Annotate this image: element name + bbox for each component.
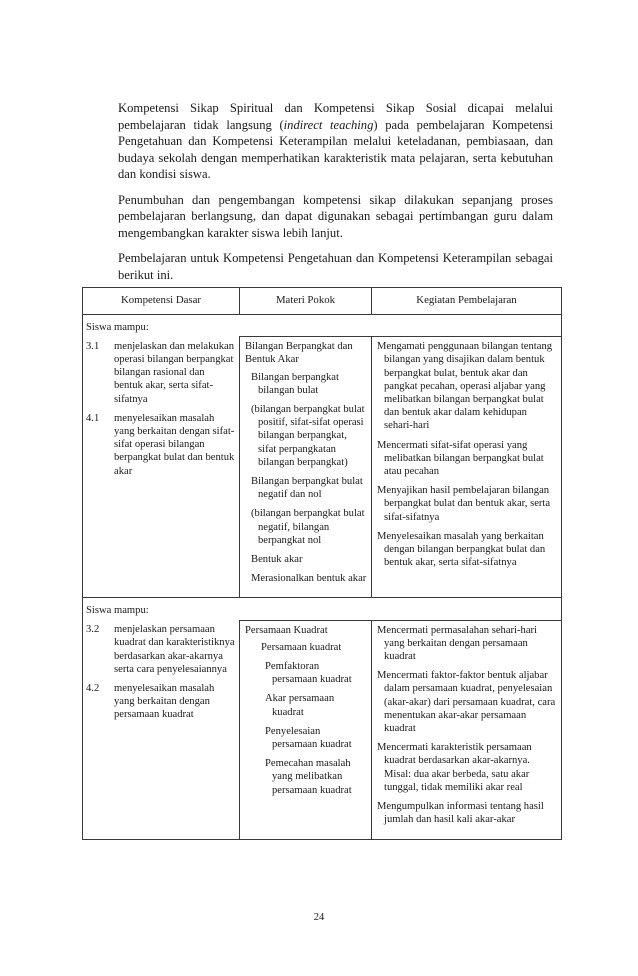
materi-item: (bilangan berpangkat bulat positif, sifat-sifat operasi bilangan berpangkat, sifat perpangkatan bilangan berpangkat): [251, 404, 365, 468]
header-materi-pokok: Materi Pokok: [240, 288, 372, 315]
kd-cell: [83, 620, 240, 839]
materi-item: Bilangan berpangkat bilangan bulat: [251, 371, 339, 396]
kd-cell: [83, 337, 240, 598]
materi-cell: [240, 337, 372, 598]
kegiatan-cell: [372, 620, 562, 839]
kd-text: menyelesaikan masalah yang berkaitan dengan sifat-sifat operasi bilangan berpangkat bulat dan bentuk akar: [114, 412, 235, 477]
kegiatan-item: Menyelesaikan masalah yang berkaitan dengan bilangan berpangkat bulat dan bentuk akar, serta sifat-sifatnya: [377, 530, 546, 569]
table-row: [83, 337, 562, 598]
kd-text: menyelesaikan masalah yang berkaitan dengan persamaan kuadrat: [114, 682, 215, 721]
materi-subitem: Akar persamaan kuadrat: [265, 693, 335, 718]
kd-number: 3.2: [86, 624, 100, 636]
materi-item: Merasionalkan bentuk akar: [251, 573, 367, 585]
kd-item: [86, 682, 235, 722]
intro-text: [118, 100, 553, 292]
table-row: [83, 620, 562, 839]
kegiatan-item: Mencermati karakteristik persamaan kuadrat berdasarkan akar-akarnya. Misal: dua akar berbeda, satu akar tunggal, tidak memiliki akar real: [377, 742, 532, 793]
table-header-row: [83, 288, 562, 315]
siswa-row: [83, 598, 562, 620]
kegiatan-item: Mencermati faktor-faktor bentuk aljabar dalam persamaan kuadrat, penyelesaian (akar-akar) dari persamaan kuadrat, cara menentukan akar-akar persamaan kuadrat: [377, 670, 556, 735]
kd-text: menjelaskan persamaan kuadrat dan karakteristiknya berdasarkan akar-akarnya serta cara penyelesaiannya: [114, 624, 235, 675]
materi-item: Bilangan berpangkat bulat negatif dan nol: [251, 476, 363, 501]
kegiatan-item: Menyajikan hasil pembelajaran bilangan berpangkat bulat dan bentuk akar, serta sifat-sifatnya: [377, 485, 551, 523]
kd-number: 3.1: [86, 340, 100, 352]
materi-title: Bilangan Berpangkat dan Bentuk Akar: [245, 341, 353, 366]
siswa-label: Siswa mampu:: [83, 315, 562, 337]
materi-item: (bilangan berpangkat bulat negatif, bilangan berpangkat nol: [251, 508, 365, 546]
kd-item: [86, 340, 235, 406]
header-kegiatan: Kegiatan Pembelajaran: [372, 288, 562, 315]
materi-subitem: Pemecahan masalah yang melibatkan persamaan kuadrat: [265, 758, 352, 796]
intro-paragraph-1: Kompetensi Sikap Spiritual dan Kompetensi Sikap Sosial dicapai melalui pembelajaran tidak langsung (indirect teaching) pada pembelajaran Kompetensi Pengetahuan dan Kompetensi Keterampilan melalui keteladanan, pembiasaan, dan budaya sekolah dengan memperhatikan karakteristik mata pelajaran, serta kebutuhan dan kondisi siswa.: [118, 101, 554, 181]
kegiatan-item: Mengumpulkan informasi tentang hasil jumlah dan hasil kali akar-akar: [377, 801, 544, 826]
intro-paragraph-2: Penumbuhan dan pengembangan kompetensi sikap dilakukan sepanjang proses pembelajaran berlangsung, dan dapat digunakan sebagai pertimbangan guru dalam mengembangkan karakter siswa lebih lanjut.: [118, 192, 553, 240]
materi-title: Persamaan Kuadrat: [245, 624, 328, 636]
kd-number: 4.2: [86, 682, 100, 694]
kd-item: [86, 412, 235, 478]
kegiatan-item: Mencermati sifat-sifat operasi yang melibatkan bilangan berpangkat bulat atau pecahan: [377, 439, 544, 478]
page-number: 24: [313, 912, 325, 923]
kd-item: [86, 623, 235, 676]
kd-number: 4.1: [86, 412, 100, 424]
kegiatan-item: Mengamati penggunaan bilangan tentang bilangan yang disajikan dalam bentuk berpangkat bulat, bentuk akar dan pangkat pecahan, operasi aljabar yang melibatkan bilangan berpangkat bulat dan bentuk akar dalam kehidupan sehari-hari: [377, 341, 553, 432]
materi-subitem: Penyelesaian persamaan kuadrat: [265, 725, 352, 751]
materi-item: Persamaan kuadrat: [261, 641, 342, 653]
siswa-label: Siswa mampu:: [83, 598, 562, 620]
siswa-row: [83, 315, 562, 337]
competency-table: [82, 287, 562, 840]
materi-item: Bentuk akar: [251, 554, 303, 566]
kd-text: menjelaskan dan melakukan operasi bilangan berpangkat bilangan rasional dan bentuk akar, serta sifat-sifatnya: [114, 340, 235, 405]
materi-cell: [240, 620, 372, 839]
kegiatan-cell: [372, 337, 562, 598]
header-kompetensi-dasar: Kompetensi Dasar: [83, 288, 240, 315]
materi-subitem: Pemfaktoran persamaan kuadrat: [265, 661, 352, 686]
kegiatan-item: Mencermati permasalahan sehari-hari yang berkaitan dengan persamaan kuadrat: [377, 624, 538, 663]
intro-paragraph-3: Pembelajaran untuk Kompetensi Pengetahuan dan Kompetensi Keterampilan sebagai berikut ini.: [118, 251, 553, 282]
